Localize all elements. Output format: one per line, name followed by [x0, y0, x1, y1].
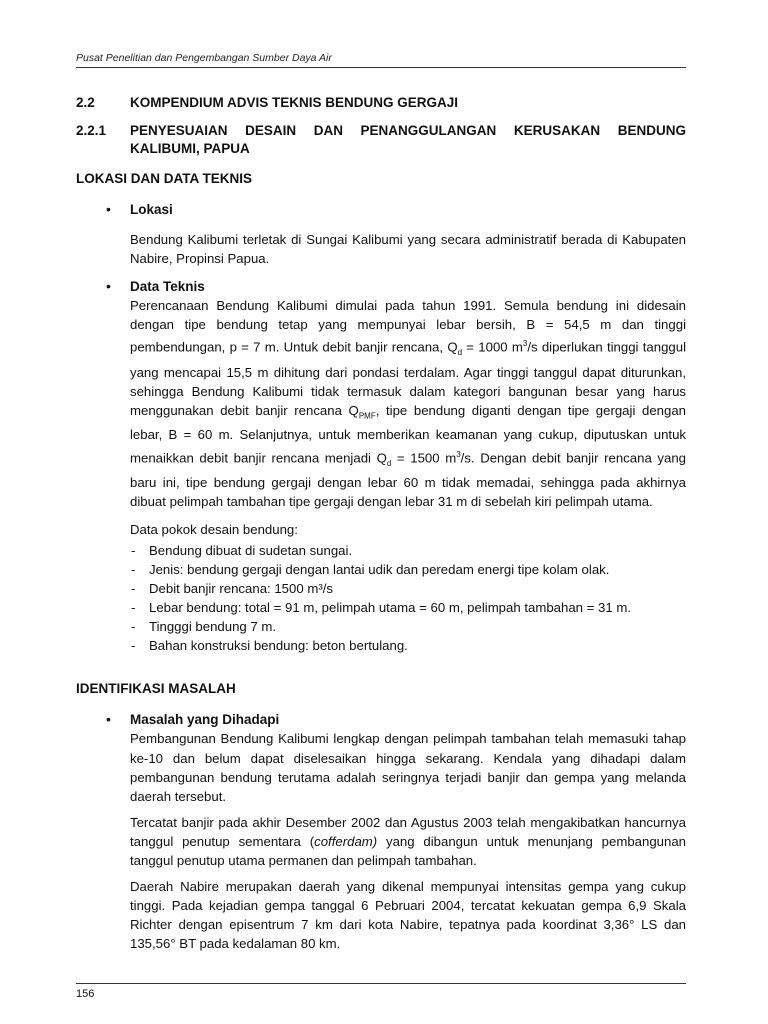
- section-heading-2-2: [76, 94, 686, 112]
- data-pokok-intro: Data pokok desain bendung:: [130, 521, 298, 537]
- bullet-icon: •: [106, 278, 111, 295]
- data-teknis-title: Data Teknis: [130, 279, 205, 295]
- bullet-icon: •: [106, 201, 111, 217]
- list-item: - Bahan konstruksi bendung: beton bertulang.: [130, 636, 686, 655]
- header-rule: [76, 67, 686, 68]
- data-pokok-list: [130, 541, 686, 656]
- footer-rule: [76, 983, 686, 984]
- list-item: - Bendung dibuat di sudetan sungai.: [130, 541, 686, 560]
- masalah-heading: IDENTIFIKASI MASALAH: [76, 681, 236, 697]
- section-title: KOMPENDIUM ADVIS TEKNIS BENDUNG GERGAJI: [130, 95, 459, 110]
- subsection-title: PENYESUAIAN DESAIN DAN PENANGGULANGAN KERUSAKAN BENDUNG KALIBUMI, PAPUA: [130, 123, 686, 156]
- masalah-paragraph-3: Daerah Nabire merupakan daerah yang dikenal mempunyai intensitas gempa yang cukup tinggi. Pada kejadian gempa tanggal 6 Pebruari 2004, tercatat kekuatan gempa 6,9 Skala Richter dengan episentrum 7 km dari kota Nabire, tepatnya pada koordinat 3,36° LS dan 135,56° BT pada kedalaman 80 km.: [130, 879, 686, 952]
- list-item: - Lebar bendung: total = 91 m, pelimpah utama = 60 m, pelimpah tambahan = 31 m.: [130, 598, 686, 617]
- data-teknis-paragraph: Perencanaan Bendung Kalibumi dimulai pada tahun 1991. Semula bendung ini didesain dengan tipe bendung tetap yang mempunyai lebar bersih, B = 54,5 m dan tinggi pembendungan, p = 7 m. Untuk debit banjir rencana, $Q_d = 1000$ $m^3/s$ diperlukan tinggi tanggul yang mencapai 15,5 m dihitung dari pondasi terdalam. Agar tinggi tanggul dapat diturunkan, sehingga Bendung Kalibumi tidak termasuk dalam kategori bangunan besar yang harus menggunakan debit banjir rencana $Q_{PMF}$, tipe bendung diganti dengan tipe gergaji dengan lebar, B = 60 m. Selanjutnya, untuk memberikan keamanan yang cukup, diputuskan untuk menaikkan debit banjir rencana menjadi $Q_d = 1500$ $m^3/s$. Dengan debit banjir rencana yang baru ini, tipe bendung gergaji dengan lebar 60 m tidak memadai, sehingga pada akhirnya dibuat pelimpah tambahan tipe gergaji dengan lebar 31 m di sebelah kiri pelimpah utama.: [130, 298, 686, 509]
- masalah-item: [76, 710, 686, 953]
- list-item: - Tingggi bendung 7 m.: [130, 617, 686, 636]
- section-number: 2.2: [76, 95, 95, 110]
- subsection-number: 2.2.1: [76, 123, 107, 138]
- section-heading-2-2-1: [76, 122, 686, 158]
- lokasi-item: [76, 200, 686, 268]
- lokasi-title: Lokasi: [130, 202, 173, 217]
- list-item: - Jenis: bendung gergaji dengan lantai udik dan peredam energi tipe kolam olak.: [130, 560, 686, 579]
- masalah-title: Masalah yang Dihadapi: [130, 712, 280, 728]
- masalah-paragraph-1: Pembangunan Bendung Kalibumi lengkap dengan pelimpah tambahan telah memasuki tahap ke-10 dan belum dapat diselesaikan hingga sekarang. Kendala yang dihadapi dalam pembangunan bendung terutama adalah seringnya terjadi banjir dan gempa yang melanda daerah tersebut.: [130, 731, 686, 804]
- data-teknis-item: [76, 277, 686, 655]
- list-item: - Debit banjir rencana: 1500 m³/s: [130, 579, 686, 598]
- page-number: 156: [76, 988, 95, 1000]
- page-content: [76, 94, 686, 954]
- lokasi-paragraph: Bendung Kalibumi terletak di Sungai Kalibumi yang secara administratif berada di Kabupaten Nabire, Propinsi Papua.: [130, 232, 686, 267]
- running-header: Pusat Penelitian dan Pengembangan Sumber Daya Air: [76, 52, 332, 64]
- masalah-paragraph-2: Tercatat banjir pada akhir Desember 2002 dan Agustus 2003 telah mengakibatkan hancurnya tanggul penutup sementara (cofferdam) yang dibangun untuk menunjang pembangunan tanggul penutup utama permanen dan pelimpah tambahan.: [130, 814, 687, 869]
- lokasi-heading: LOKASI DAN DATA TEKNIS: [76, 171, 252, 186]
- bullet-icon: •: [106, 711, 111, 728]
